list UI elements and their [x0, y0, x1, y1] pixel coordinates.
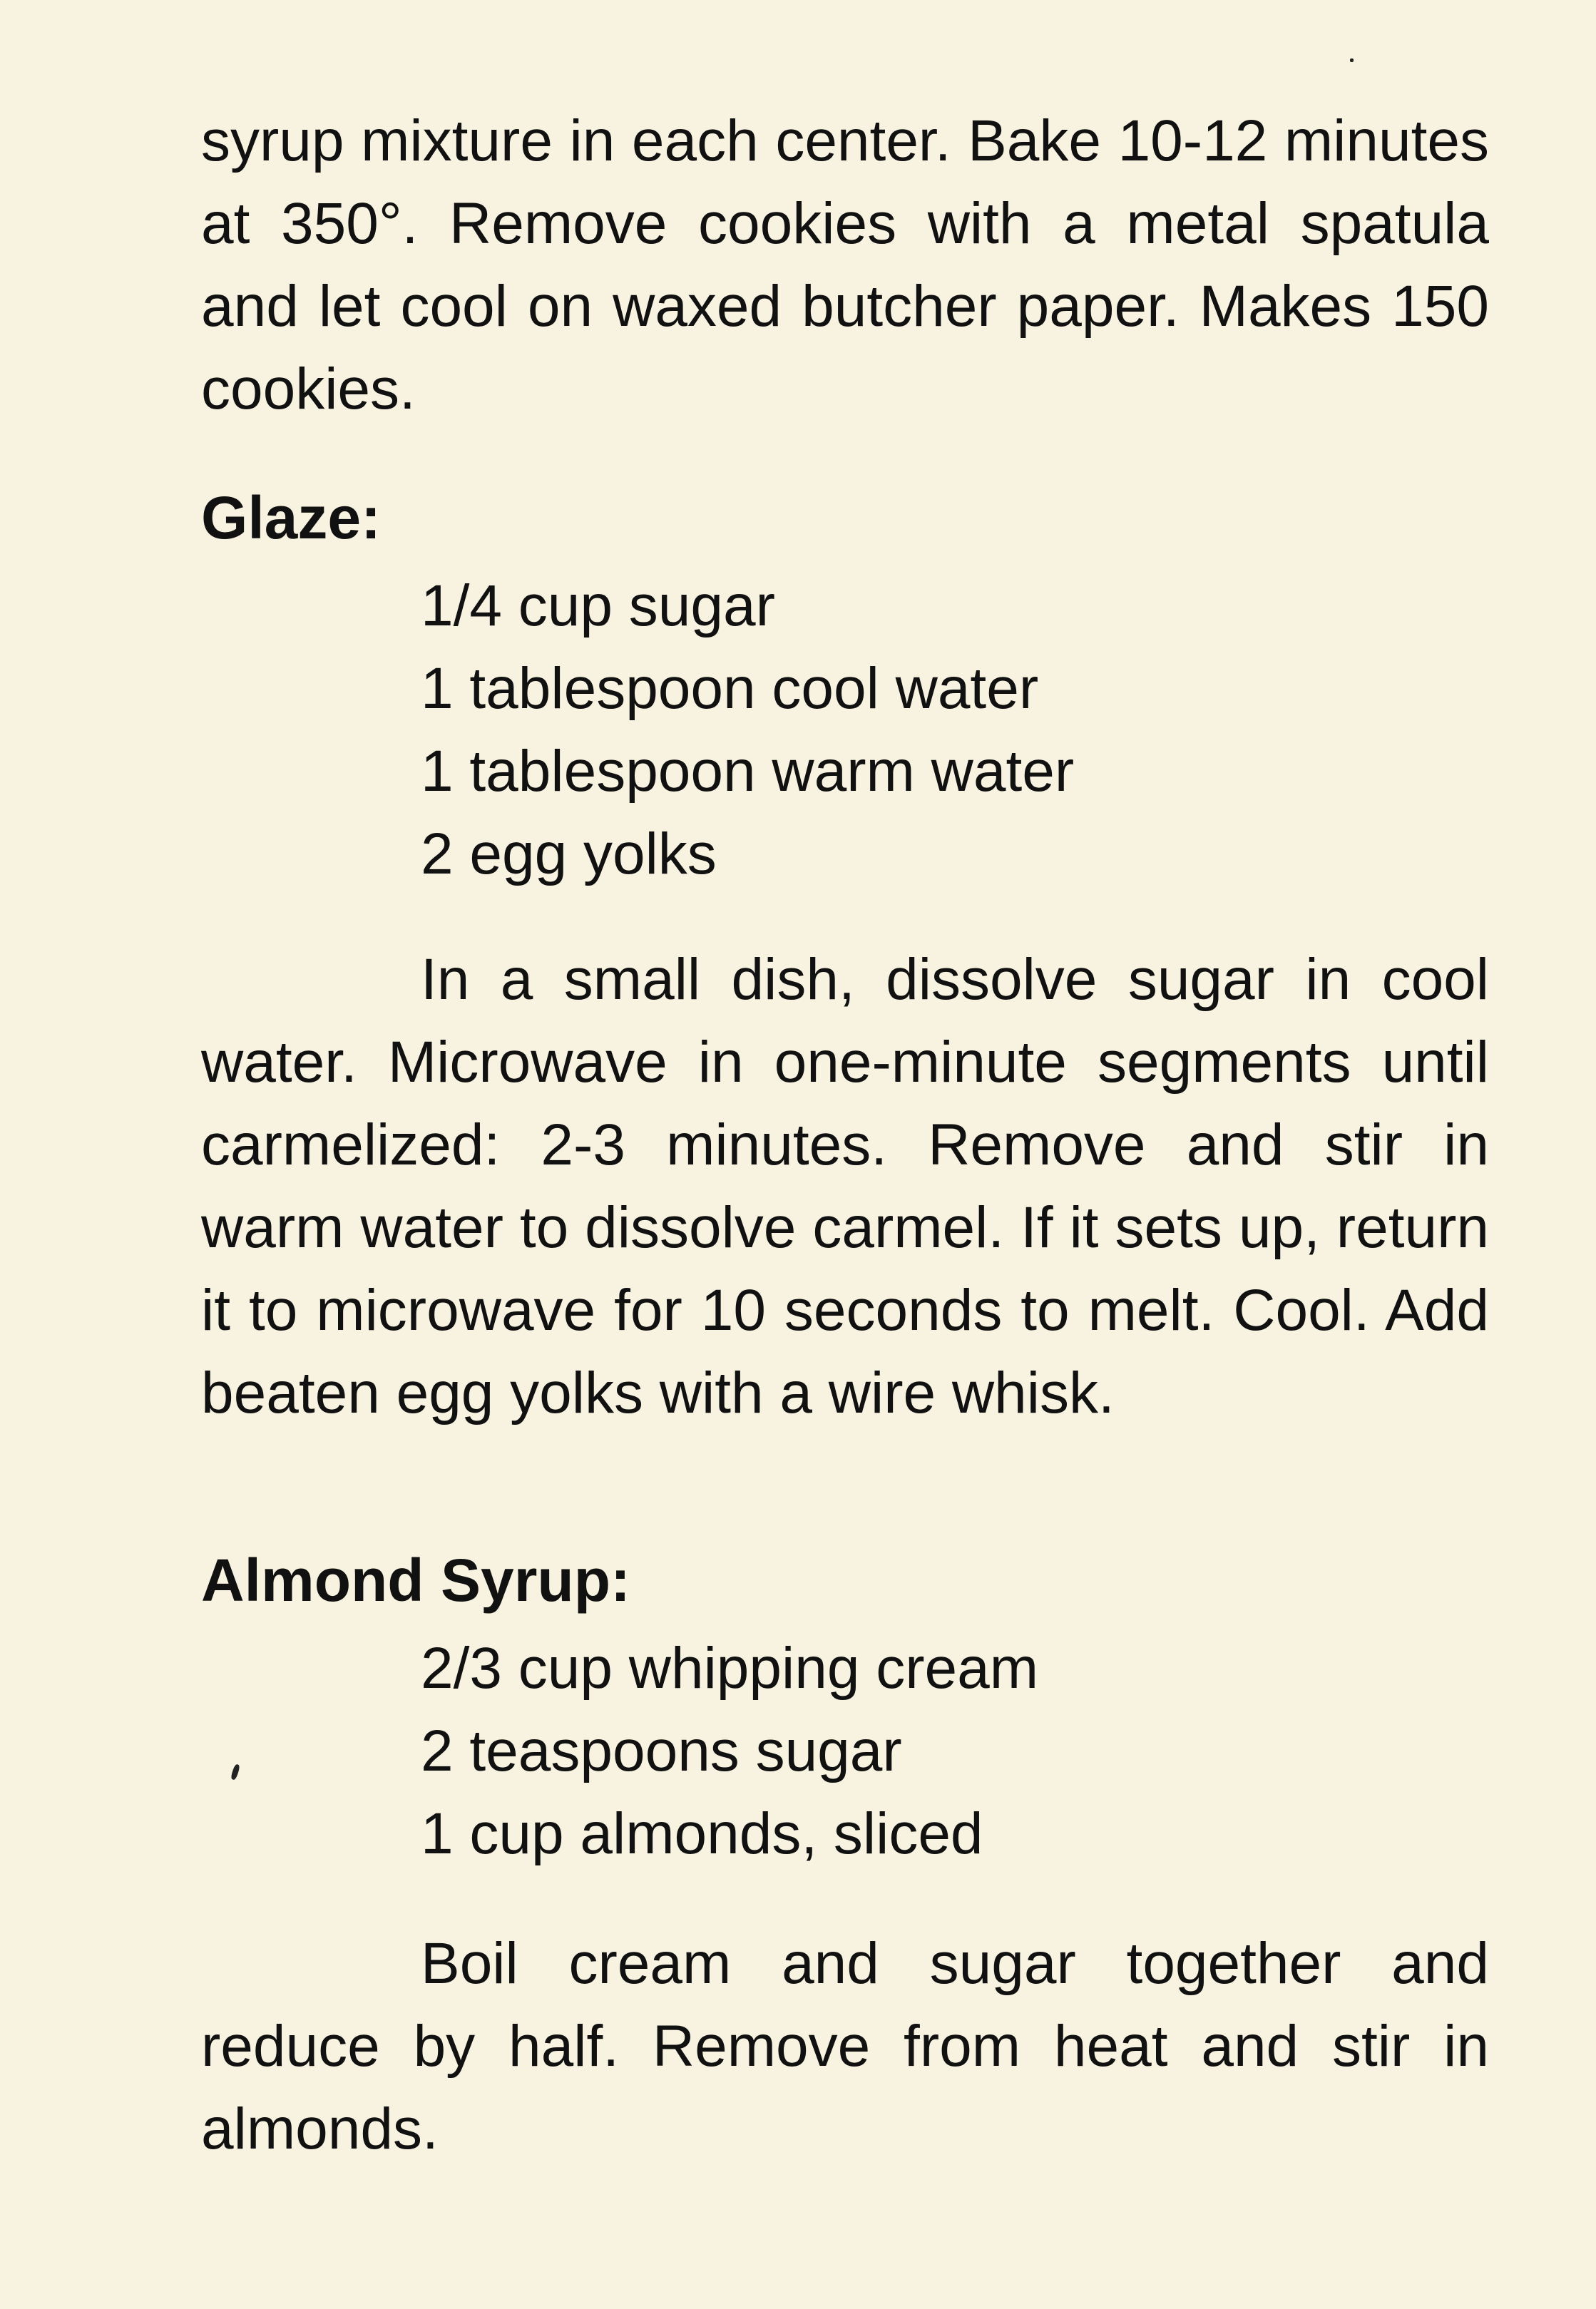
glaze-ingredient: 2 egg yolks: [421, 821, 717, 886]
glaze-heading: Glaze:: [201, 484, 382, 551]
almond-syrup-ingredient-list: [421, 1627, 1038, 1875]
glaze-ingredient-list: [421, 565, 1074, 896]
glaze-instructions: In a small dish, dissolve sugar in cool water. Microwave in one-minute segments until carmelized: 2-3 minutes. Remove and stir in warm water to dissolve carmel. If it sets up, return it to microwave for 10 seconds to melt. Cool. Add beaten egg yolks with a wire whisk.: [201, 947, 1489, 1425]
intro-paragraph: syrup mixture in each center. Bake 10-12 minutes at 350°. Remove cookies with a metal spatula and let cool on waxed butcher paper. Makes 150 cookies.: [201, 108, 1489, 421]
almond-syrup-instructions: Boil cream and sugar together and reduce by half. Remove from heat and stir in almonds.: [201, 1931, 1489, 2161]
ink-speck: [1350, 58, 1354, 62]
ink-speck: [230, 1763, 240, 1780]
glaze-ingredient: 1/4 cup sugar: [421, 573, 775, 638]
glaze-ingredient: 1 tablespoon warm water: [421, 739, 1075, 804]
almond-syrup-ingredient: 2 teaspoons sugar: [421, 1719, 902, 1783]
almond-syrup-ingredient: 1 cup almonds, sliced: [421, 1801, 983, 1866]
almond-syrup-heading: Almond Syrup:: [201, 1547, 630, 1614]
glaze-ingredient: 1 tablespoon cool water: [421, 656, 1039, 721]
almond-syrup-ingredient: 2/3 cup whipping cream: [421, 1636, 1039, 1701]
